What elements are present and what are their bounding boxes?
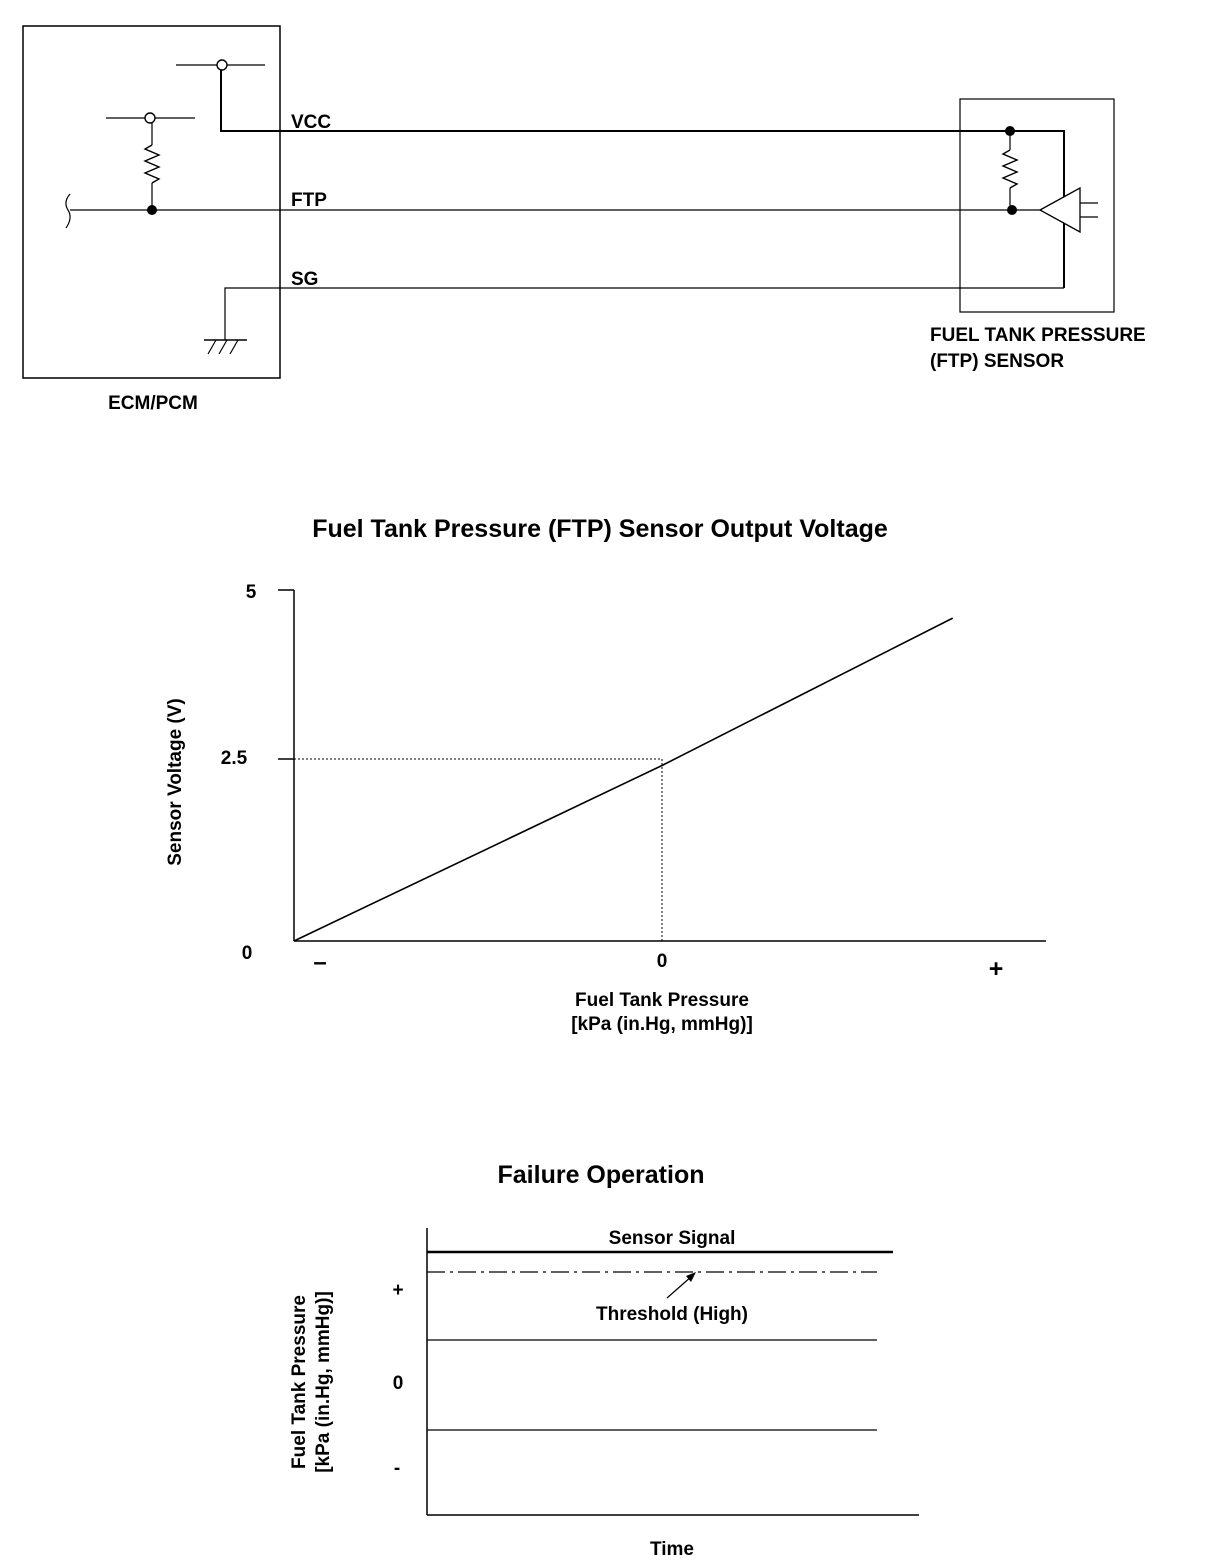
chart2-y-tick-label-0: 0	[392, 1373, 404, 1394]
ecm-pcm-label: ECM/PCM	[108, 393, 198, 414]
chart2-threshold-label: Threshold (High)	[596, 1304, 748, 1325]
chart2-y-tick-label-plus: +	[392, 1280, 404, 1301]
ecm-ftp-junction-dot	[147, 205, 157, 215]
chart2-threshold-pointer	[667, 1276, 692, 1298]
chart1-x-tick-label-minus: –	[313, 949, 327, 976]
sensor-ftp-junction-dot	[1007, 205, 1017, 215]
chart1-series-line	[294, 618, 953, 941]
sensor-amplifier-icon	[1040, 188, 1080, 232]
chart1-ylabel: Sensor Voltage (V)	[165, 698, 186, 866]
sg-label: SG	[291, 269, 319, 290]
ftp-input-curl	[66, 194, 70, 228]
voltage-chart	[165, 515, 1046, 1035]
chart2-title: Failure Operation	[497, 1161, 705, 1189]
failure-operation-chart	[289, 1161, 919, 1560]
ftp-label: FTP	[291, 190, 327, 211]
chart1-x-tick-label-plus: +	[988, 955, 1004, 983]
pullup-terminal-node	[145, 113, 155, 123]
vcc-label: VCC	[291, 112, 332, 133]
ecm-resistor	[145, 145, 159, 183]
sensor-label-line1: FUEL TANK PRESSURE	[930, 325, 1146, 346]
chart1-y-tick-label-0: 0	[241, 943, 253, 964]
sensor-resistor	[1003, 150, 1017, 188]
chart2-y-tick-label-minus: -	[393, 1458, 401, 1479]
chart2-xlabel: Time	[649, 1539, 695, 1560]
chart1-y-tick-label-5: 5	[245, 582, 257, 603]
chart1-xlabel-line2: [kPa (in.Hg, mmHg)]	[571, 1014, 753, 1035]
circuit-diagram	[23, 26, 1146, 414]
sensor-label-line2: (FTP) SENSOR	[930, 351, 1065, 372]
chart1-title: Fuel Tank Pressure (FTP) Sensor Output Voltage	[312, 515, 888, 543]
chart1-x-tick-label-0: 0	[656, 951, 668, 972]
chart1-xlabel-line1: Fuel Tank Pressure	[575, 990, 749, 1011]
chart1-y-tick-label-2-5: 2.5	[220, 748, 248, 769]
vcc-terminal-node	[217, 60, 227, 70]
chart2-sensor-signal-label: Sensor Signal	[608, 1228, 736, 1249]
vcc-wire	[221, 70, 1064, 288]
chart2-ylabel-line2: [kPa (in.Hg, mmHg)]	[313, 1291, 334, 1473]
chart2-ylabel-line1: Fuel Tank Pressure	[289, 1295, 310, 1469]
